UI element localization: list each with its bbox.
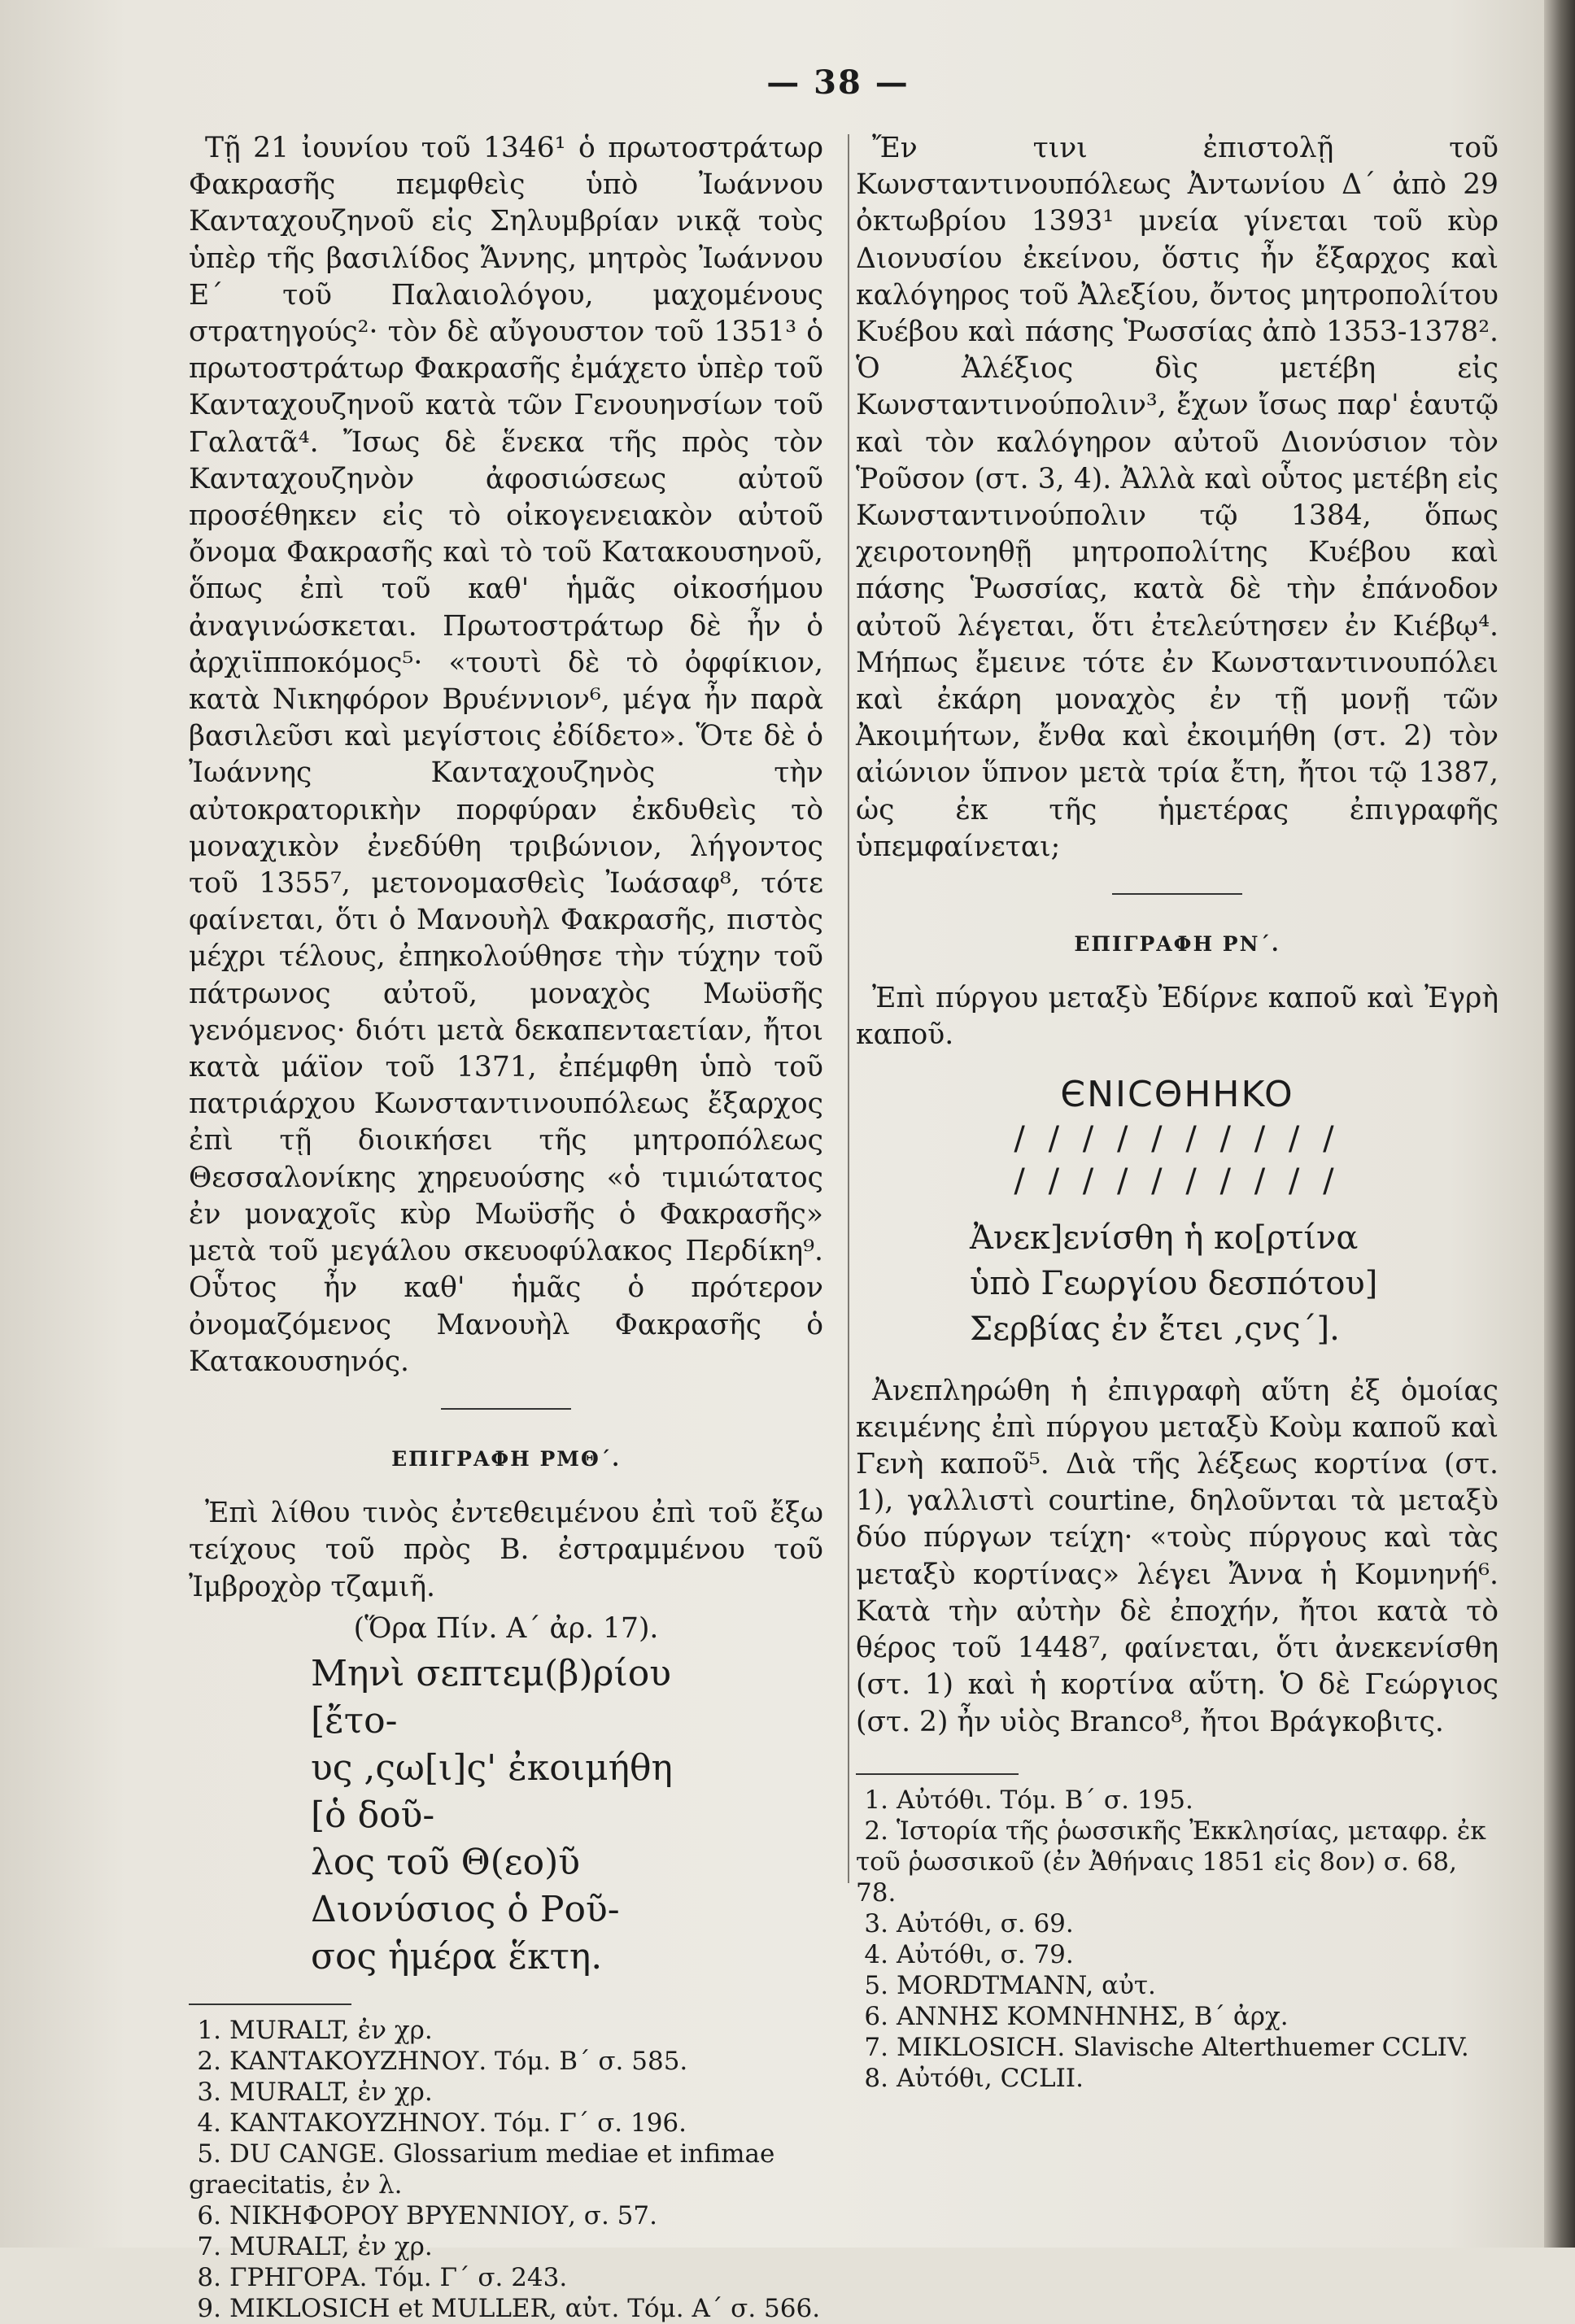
footnote: 8. ΓΡΗΓΟΡΑ. Τόμ. Γ΄ σ. 243. xyxy=(197,2262,568,2292)
page-number: — 38 — xyxy=(766,63,910,102)
transcription-line: Σερβίας ἐν ἔτει ,ςνς΄]. xyxy=(970,1310,1340,1348)
column-divider xyxy=(848,134,849,1883)
inscription-text xyxy=(311,1650,693,1981)
footnote: 7. MIKLOSICH. Slavische Alterthuemer CCLIV. xyxy=(864,2032,1469,2062)
body-paragraph: Ἀνεπληρώθη ἡ ἐπιγραφὴ αὕτη ἐξ ὁμοίας κειμένης ἐπὶ πύργου μεταξὺ Κοὺμ καποῦ καὶ Γενὴ καποῦ⁵. Διὰ τῆς λέξεως κορτίνα (στ. 1), γαλλιστὶ courtine, δηλοῦνται τὰ μεταξὺ δύο πύργων τείχη· «τοὺς πύργους καὶ τὰς μεταξὺ κορτίνας» λέγει Ἄννα ἡ Κομνηνή⁶. Κατὰ τὴν αὐτὴν δὲ ἐποχήν, ἤτοι κατὰ τὸ θέρος τοῦ 1448⁷, φαίνεται, ὅτι ἀνεκενίσθη (στ. 1) καὶ ἡ κορτίνα αὕτη. Ὁ δὲ Γεώργιος (στ. 2) ἦν υἱὸς Branco⁸, ἤτοι Βράγκοβιτς. xyxy=(856,1374,1499,1738)
plate-reference: (Ὅρα Πίν. Α΄ ἀρ. 17). xyxy=(353,1611,659,1645)
inscription-location: Ἐπὶ πύργου μεταξὺ Ἐδίρνε καποῦ καὶ Ἐγρὴ καποῦ. xyxy=(856,982,1499,1052)
transcription-line: ὑπὸ Γεωργίου δεσπότου] xyxy=(970,1264,1378,1302)
inscription-lacuna: / / / / / / / / / / xyxy=(1014,1119,1341,1158)
footnote: 3. Αὐτόθι, σ. 69. xyxy=(864,1908,1074,1938)
footnote: 7. MURALT, ἐν χρ. xyxy=(197,2231,433,2261)
footnote: 2. ΚΑΝΤΑΚΟΥΖΗΝΟΥ. Τόμ. Β΄ σ. 585. xyxy=(197,2046,688,2076)
section-divider xyxy=(441,1408,571,1410)
inscription-transcription xyxy=(970,1215,1499,1352)
footnote-rule xyxy=(189,2004,351,2005)
section-divider xyxy=(1112,893,1242,895)
footnotes xyxy=(856,1785,1499,2094)
footnote: 4. ΚΑΝΤΑΚΟΥΖΗΝΟΥ. Τόμ. Γ΄ σ. 196. xyxy=(197,2108,687,2138)
footnote: 2. Ἱστορία τῆς ῥωσσικῆς Ἐκκλησίας, μεταφρ. ἐκ τοῦ ῥωσσικοῦ (ἐν Ἀθήναις 1851 εἰς 8ον) σ. 68, 78. xyxy=(856,1816,1486,1908)
body-paragraph: Ἔν τινι ἐπιστολῇ τοῦ Κωνσταντινουπόλεως Ἀντωνίου Δ΄ ἀπὸ 29 ὀκτωβρίου 1393¹ μνεία γίνεται τοῦ κὺρ Διονυσίου ἐκείνου, ὅστις ἦν ἔξαρχος καὶ καλόγηρος τοῦ Ἀλεξίου, ὄντος μητροπολίτου Κυέβου καὶ πάσης Ῥωσσίας ἀπὸ 1353-1378². Ὁ Ἀλέξιος δὶς μετέβη εἰς Κωνσταντινούπολιν³, ἔχων ἴσως παρ' ἑαυτῷ καὶ τὸν καλόγηρον αὐτοῦ Διονύσιον τὸν Ῥοῦσον (στ. 3, 4). Ἀλλὰ καὶ οὗτος μετέβη εἰς Κωνσταντινούπολιν τῷ 1384, ὅπως χειροτονηθῇ μητροπολίτης Κυέβου καὶ πάσης Ῥωσσίας, κατὰ δὲ τὴν ἐπάνοδον αὐτοῦ λέγεται, ὅτι ἐτελεύτησεν ἐν Κιέβῳ⁴. Μήπως ἔμεινε τότε ἐν Κωνσταντινουπόλει καὶ ἐκάρη μοναχὸς ἐν τῇ μονῇ τῶν Ἀκοιμήτων, ἔνθα καὶ ἐκοιμήθη (στ. 2) τὸν αἰώνιον ὕπνον μετὰ τρία ἔτη, ἤτοι τῷ 1387, ὡς ἐκ τῆς ἡμετέρας ἐπιγραφῆς ὑπεμφαίνεται; xyxy=(856,132,1499,863)
body-paragraph: Τῇ 21 ἰουνίου τοῦ 1346¹ ὁ πρωτοστράτωρ Φακρασῆς πεμφθεὶς ὑπὸ Ἰωάννου Κανταχουζηνοῦ εἰς Σηλυμβρίαν νικᾷ τοὺς ὑπὲρ τῆς βασιλίδος Ἄννης, μητρὸς Ἰωάννου Ε΄ τοῦ Παλαιολόγου, μαχομένους στρατηγούς²· τὸν δὲ αὔγουστον τοῦ 1351³ ὁ πρωτοστράτωρ Φακρασῆς ἐμάχετο ὑπὲρ τοῦ Κανταχουζηνοῦ κατὰ τῶν Γενουηνσίων τοῦ Γαλατᾶ⁴. Ἴσως δὲ ἕνεκα τῆς πρὸς τὸν Κανταχουζηνὸν ἀφοσιώσεως αὐτοῦ προσέθηκεν εἰς τὸ οἰκογενειακὸν αὐτοῦ ὄνομα Φακρασῆς καὶ τὸ τοῦ Κατακουσηνοῦ, ὅπως ἐπὶ τοῦ καθ' ἡμᾶς οἰκοσήμου ἀναγινώσκεται. Πρωτοστράτωρ δὲ ἦν ὁ ἀρχιϊπποκόμος⁵· «τουτὶ δὲ τὸ ὀφφίκιον, κατὰ Νικηφόρον Βρυέννιον⁶, μέγα ἦν παρὰ βασιλεῦσι καὶ μεγίστοις ἐδίδετο». Ὅτε δὲ ὁ Ἰωάννης Κανταχουζηνὸς τὴν αὐτοκρατορικὴν πορφύραν ἐκδυθεὶς τὸ μοναχικὸν ἐνεδύθη τριβώνιον, λήγοντος τοῦ 1355⁷, μετονομασθεὶς Ἰωάσαφ⁸, τότε φαίνεται, ὅτι ὁ Μανουὴλ Φακρασῆς, πιστὸς μέχρι τέλους, ἐπηκολούθησε τὴν τύχην τοῦ πάτρωνος αὐτοῦ, μοναχὸς Μωϋσῆς γενόμενος· διότι μετὰ δεκαπενταετίαν, ἤτοι κατὰ μάϊον τοῦ 1371, ἐπέμφθη ὑπὸ τοῦ πατριάρχου Κωνσταντινουπόλεως ἔξαρχος ἐπὶ τῇ διοικήσει τῆς μητροπόλεως Θεσσαλονίκης χηρευούσης «ὁ τιμιώτατος ἐν μοναχοῖς κὺρ Μωϋσῆς ὁ Φακρασῆς» μετὰ τοῦ μεγάλου σκευοφύλακος Περδίκη⁹. Οὗτος ἦν καθ' ἡμᾶς ὁ πρότερον ὀνομαζόμενος Μανουὴλ Φακρασῆς ὁ Κατακουσηνός. xyxy=(189,132,823,1378)
footnote: 6. ΑΝΝΗΣ ΚΟΜΝΗΝΗΣ, Β΄ ἀρχ. xyxy=(864,2001,1289,2031)
footnote: 5. MORDTMANN, αὐτ. xyxy=(864,1970,1156,2000)
inscription-heading: ΕΠΙΓΡΑΦΗ ΡΝ΄. xyxy=(1074,932,1281,957)
footnotes xyxy=(189,2015,823,2324)
footnote: 4. Αὐτόθι, σ. 79. xyxy=(864,1939,1074,1969)
inscription-location: Ἐπὶ λίθου τινὸς ἐντεθειμένου ἐπὶ τοῦ ἔξω τείχους τοῦ πρὸς Β. ἐστραμμένου τοῦ Ἰμβροχὸρ τζαμιῆ. xyxy=(189,1497,823,1603)
footnote: 3. MURALT, ἐν χρ. xyxy=(197,2077,433,2107)
footnote: 5. DU CANGE. Glossarium mediae et infimae graecitatis, ἐν λ. xyxy=(189,2139,775,2200)
inscription-line: υς ,ςω[ι]ς' ἐκοιμήθη [ὁ δοῦ- xyxy=(311,1746,673,1836)
footnote-rule xyxy=(856,1773,1019,1775)
footnote: 6. ΝΙΚΗΦΟΡΟΥ ΒΡΥΕΝΝΙΟΥ, σ. 57. xyxy=(197,2200,657,2230)
footnote: 1. Αὐτόθι. Τόμ. Β΄ σ. 195. xyxy=(864,1785,1193,1815)
left-column xyxy=(189,130,823,2324)
book-binding-edge xyxy=(1544,0,1575,2248)
inscription-capitals: ЄNICΘHHKO xyxy=(1060,1073,1294,1115)
inscription-lacuna: / / / / / / / / / / xyxy=(1014,1162,1341,1200)
inscription-heading: ΕΠΙΓΡΑΦΗ ΡΜΘ΄. xyxy=(391,1446,621,1471)
inscription-line: Μηνὶ σεπτεμ(β)ρίου [ἔτο- xyxy=(311,1652,672,1742)
transcription-line: Ἀνεκ]ενίσθη ἡ κο[ρτίνα xyxy=(970,1219,1359,1257)
footnote: 9. MIKLOSICH et MULLER, αὐτ. Τόμ. Α΄ σ. 566. xyxy=(197,2293,821,2323)
inscription-line: λος τοῦ Θ(εο)ῦ Διονύσιος ὁ Ροῦ- xyxy=(311,1841,620,1930)
footnote: 1. MURALT, ἐν χρ. xyxy=(197,2015,433,2045)
right-column xyxy=(856,130,1499,2094)
footnote: 8. Αὐτόθι, CCLII. xyxy=(864,2063,1084,2093)
inscription-line: σος ἡμέρα ἕκτη. xyxy=(311,1935,603,1977)
